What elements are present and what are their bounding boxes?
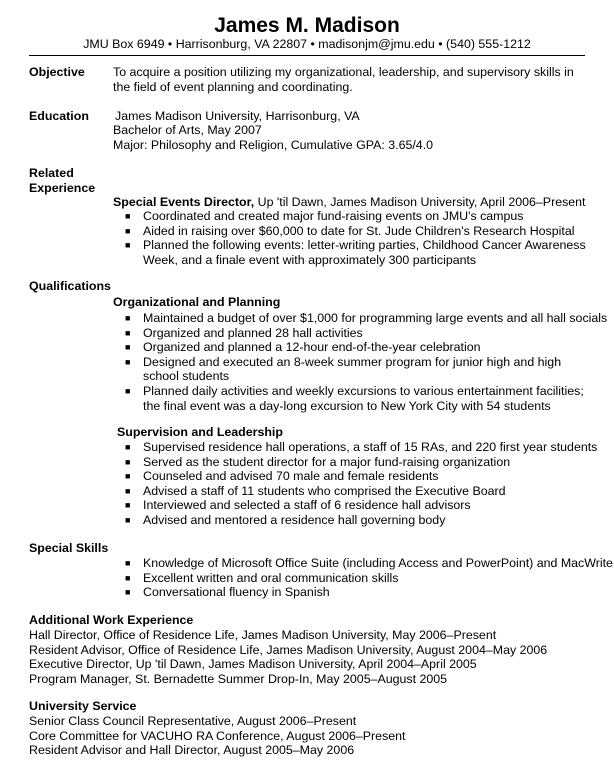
org-planning-bullet-list	[125, 311, 608, 413]
related-bullet-item-text: Coordinated and created major fund-raising events on JMU's campus	[143, 209, 524, 223]
bullet-icon: ■	[125, 471, 131, 482]
related-bullet-item-text: Week, and a finale event with approximately 300 participants	[143, 252, 477, 267]
supervision-heading: Supervision and Leadership	[117, 425, 283, 439]
additional-work-line: Executive Director, Up 'til Dawn, James Madison University, April 2004–April 2005	[29, 657, 477, 672]
bullet-icon: ■	[125, 456, 131, 467]
org-planning-bullet-item	[125, 340, 607, 355]
org-planning-bullet-item-text: school students	[143, 369, 230, 384]
org-planning-bullet-item	[125, 383, 607, 413]
university-service-line: Resident Advisor and Hall Director, August 2005–May 2006	[29, 743, 355, 758]
related-job-role: Special Events Director,	[113, 195, 255, 209]
supervision-bullet-item-text: Supervised residence hall operations, a staff of 15 RAs, and 220 first year students	[143, 440, 598, 454]
university-service-label: University Service	[29, 699, 137, 713]
bullet-icon: ■	[125, 514, 131, 525]
related-label-line-1: Related	[29, 166, 74, 180]
related-job-title	[113, 195, 586, 210]
bullet-icon: ■	[125, 313, 131, 323]
related-bullet-item	[125, 238, 586, 267]
bullet-icon: ■	[125, 442, 131, 452]
bullet-icon: ■	[125, 211, 131, 221]
bullet-icon: ■	[125, 500, 131, 511]
additional-work-list	[29, 628, 547, 686]
resume-name: James M. Madison	[214, 14, 400, 37]
org-planning-bullet-item-text: Organized and planned a 12-hour end-of-the-year celebration	[143, 340, 481, 355]
special-skills-bullet-list	[125, 556, 613, 600]
objective-text-line-2: the field of event planning and coordinating.	[113, 80, 353, 94]
org-planning-bullet-item-text: Designed and executed an 8-week summer program for junior high and high	[143, 354, 562, 369]
related-bullet-list	[125, 209, 586, 267]
additional-work-label: Additional Work Experience	[29, 613, 194, 627]
bullet-icon: ■	[125, 485, 131, 496]
education-major: Major: Philosophy and Religion, Cumulative GPA: 3.65/4.0	[113, 138, 434, 152]
bullet-icon: ■	[125, 572, 131, 583]
qualifications-label: Qualifications	[29, 279, 111, 293]
supervision-bullet-item	[125, 483, 597, 499]
special-skills-label: Special Skills	[29, 541, 109, 555]
related-label-line-2: Experience	[29, 181, 96, 195]
special-skills-bullet-item	[125, 570, 613, 586]
supervision-bullet-item-text: Counseled and advised 70 male and female residents	[143, 469, 439, 484]
org-planning-bullet-item	[125, 354, 607, 384]
bullet-icon: ■	[125, 225, 131, 236]
supervision-bullet-item-text: Served as the student director for a major fund-raising organization	[143, 454, 511, 469]
bullet-icon: ■	[125, 587, 131, 598]
supervision-bullet-item-text: Interviewed and selected a staff of 6 residence hall advisors	[143, 498, 471, 513]
education-degree: Bachelor of Arts, May 2007	[113, 123, 262, 137]
supervision-bullet-item-text: Advised a staff of 11 students who comprised the Executive Board	[143, 483, 506, 498]
university-service-list	[29, 714, 406, 758]
bullet-icon: ■	[125, 327, 131, 338]
related-bullet-item-text: Aided in raising over $60,000 to date for St. Jude Children's Research Hospital	[143, 223, 575, 238]
related-bullet-item	[125, 223, 586, 239]
related-job-details: Up 'til Dawn, James Madison University, April 2006–Present	[254, 195, 586, 209]
objective-text-line-1: To acquire a position utilizing my organizational, leadership, and supervisory skills in	[113, 65, 574, 79]
supervision-bullet-item	[125, 469, 597, 484]
bullet-icon: ■	[125, 240, 131, 251]
objective-label: Objective	[29, 65, 85, 79]
supervision-bullet-list	[125, 440, 598, 528]
header-divider	[29, 55, 585, 56]
additional-work-line: Resident Advisor, Office of Residence Life, James Madison University, August 2004–May 2006	[29, 642, 548, 657]
related-bullet-item-text: Planned the following events: letter-writing parties, Childhood Cancer Awareness	[143, 238, 586, 253]
education-school: James Madison University, Harrisonburg, VA	[115, 109, 360, 123]
special-skills-bullet-item-text: Knowledge of Microsoft Office Suite (including Access and PowerPoint) and MacWrite	[143, 556, 613, 570]
special-skills-bullet-item-text: Conversational fluency in Spanish	[143, 585, 330, 600]
education-label: Education	[29, 109, 89, 123]
related-bullet-item	[125, 209, 586, 224]
bullet-icon: ■	[125, 356, 131, 367]
supervision-bullet-item	[125, 512, 597, 528]
org-planning-bullet-item-text: Planned daily activities and weekly excursions to various entertainment facilities;	[143, 383, 584, 398]
university-service-line: Senior Class Council Representative, August 2006–Present	[29, 714, 357, 728]
bullet-icon: ■	[125, 558, 131, 568]
org-planning-bullet-item	[125, 311, 608, 326]
supervision-bullet-item-text: Advised and mentored a residence hall governing body	[143, 512, 446, 527]
bullet-icon: ■	[125, 342, 131, 353]
bullet-icon: ■	[125, 385, 131, 396]
special-skills-bullet-item	[125, 556, 613, 571]
supervision-bullet-item	[125, 440, 598, 455]
additional-work-line: Hall Director, Office of Residence Life, James Madison University, May 2006–Present	[29, 628, 497, 642]
supervision-bullet-item	[125, 498, 597, 513]
special-skills-bullet-item-text: Excellent written and oral communication skills	[143, 570, 399, 585]
university-service-line: Core Committee for VACUHO RA Conference, August 2006–Present	[29, 728, 406, 743]
org-planning-heading: Organizational and Planning	[113, 295, 281, 309]
special-skills-bullet-item	[125, 585, 613, 600]
additional-work-line: Program Manager, St. Bernadette Summer Drop-In, May 2005–August 2005	[29, 671, 448, 686]
org-planning-bullet-item	[125, 325, 607, 341]
org-planning-bullet-item-text: Organized and planned 28 hall activities	[143, 325, 363, 340]
org-planning-bullet-item-text: the final event was a day-long excursion to New York City with 54 students	[143, 398, 551, 413]
supervision-bullet-item	[125, 454, 597, 470]
contact-line: JMU Box 6949 • Harrisonburg, VA 22807 • madisonjm@jmu.edu • (540) 555-1212	[83, 37, 531, 51]
org-planning-bullet-item-text: Maintained a budget of over $1,000 for programming large events and all hall socials	[143, 311, 608, 325]
